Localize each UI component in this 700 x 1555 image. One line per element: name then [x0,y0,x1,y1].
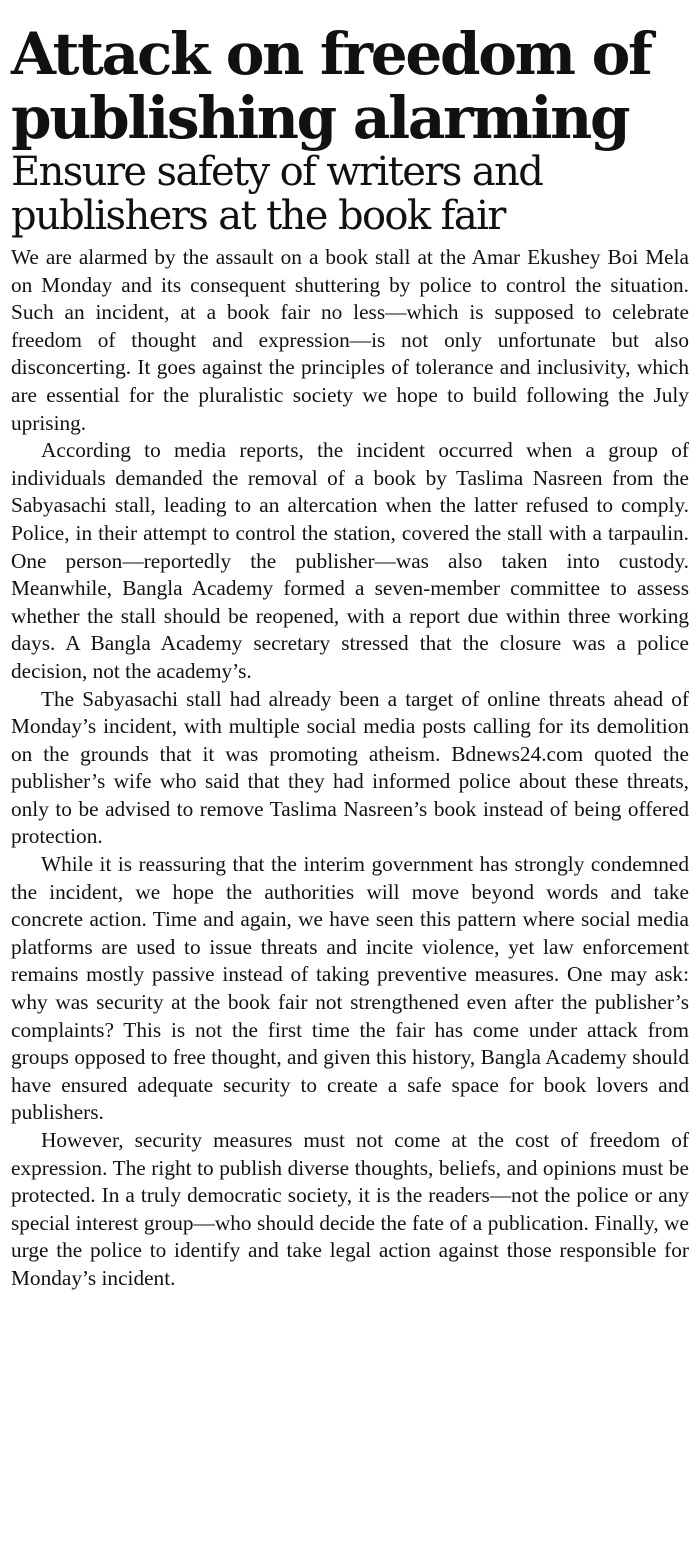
headline: Attack on freedom of publishing alarming [11,20,651,152]
subheadline: Ensure safety of writers and publishers at the book fair [11,149,543,239]
article-body [11,244,689,1293]
editorial-article [11,22,689,1293]
paragraph-3: The Sabyasachi stall had already been a target of online threats ahead of Monday’s incident, with multiple social media posts calling for its demolition on the grounds that it was promoting atheism. Bdnews24.com quoted the publisher’s wife who said that they had informed police about these threats, only to be advised to remove Taslima Nasreen’s book instead of being offered protection. [11,686,689,849]
paragraph-5: However, security measures must not come at the cost of freedom of expression. The right to publish diverse thoughts, beliefs, and opinions must be protected. In a truly democratic society, it is the readers—not the police or any special interest group—who should decide the fate of a publication. Finally, we urge the police to identify and take legal action against those responsible for Monday’s incident. [11,1128,689,1290]
paragraph-4: While it is reassuring that the interim government has strongly condemned the incident, we hope the authorities will move beyond words and take concrete action. Time and again, we have seen this pattern where social media platforms are used to issue threats and incite violence, yet law enforcement remains mostly passive instead of taking preventive measures. One may ask: why was security at the book fair not strengthened even after the publisher’s complaints? This is not the first time the fair has come under attack from groups opposed to free thought, and given this history, Bangla Academy should have ensured adequate security to create a safe space for book lovers and publishers. [11,852,689,1125]
paragraph-2: According to media reports, the incident occurred when a group of individuals demanded the removal of a book by Taslima Nasreen from the Sabyasachi stall, leading to an altercation when the latter refused to comply. Police, in their attempt to control the station, covered the stall with a tarpaulin. One person—reportedly the publisher—was also taken into custody. Meanwhile, Bangla Academy formed a seven-member committee to assess whether the stall should be reopened, with a report due within three working days. A Bangla Academy secretary stressed that the closure was a police decision, not the academy’s. [11,438,689,683]
paragraph-1: We are alarmed by the assault on a book stall at the Amar Ekushey Boi Mela on Monday and its consequent shuttering by police to control the situation. Such an incident, at a book fair no less—which is supposed to celebrate freedom of thought and expression—is not only unfortunate but also disconcerting. It goes against the principles of tolerance and inclusivity, which are essential for the pluralistic society we hope to build following the July uprising. [11,245,689,435]
